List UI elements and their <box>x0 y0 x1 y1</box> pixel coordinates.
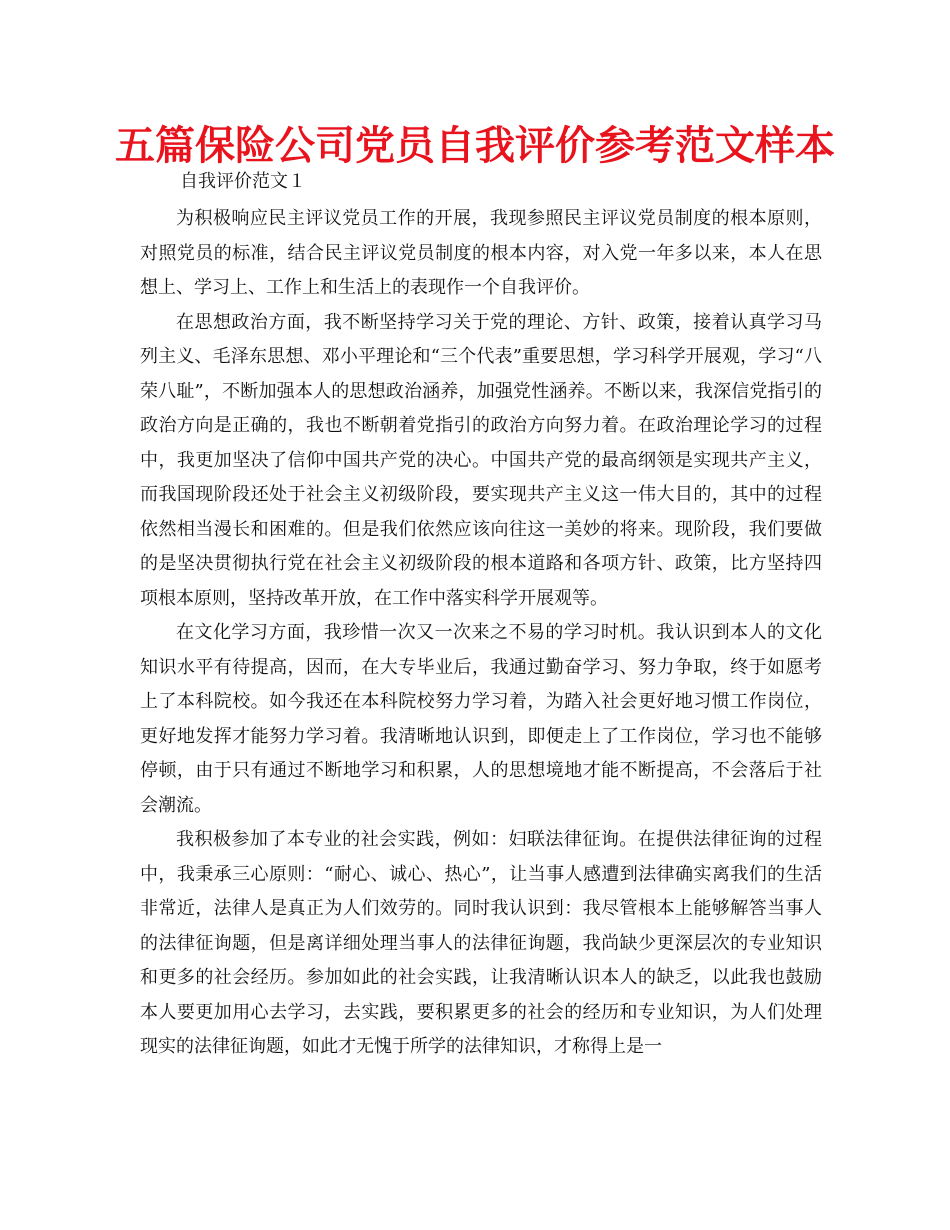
document-body <box>140 202 822 1065</box>
document-subtitle: 自我评价范文１ <box>180 171 306 192</box>
document-title: 五篇保险公司党员自我评价参考范文样本 <box>115 123 835 169</box>
paragraph: 我积极参加了本专业的社会实践，例如：妇联法律征询。在提供法律征询的过程中，我秉承三心原则：“耐心、诚心、热心”，让当事人感遭到法律确实离我们的生活非常近，法律人是真正为人们效劳的。同时我认识到：我尽管根本上能够解答当事人的法律征询题，但是离详细处理当事人的法律征询题，我尚缺少更深层次的专业知识和更多的社会经历。参加如此的社会实践，让我清晰认识本人的缺乏，以此我也鼓励本人要更加用心去学习，去实践，要积累更多的社会的经历和专业知识，为人们处理现实的法律征询题，如此才无愧于所学的法律知识，才称得上是一 <box>140 829 822 1057</box>
paragraph: 为积极响应民主评议党员工作的开展，我现参照民主评议党员制度的根本原则，对照党员的标准，结合民主评议党员制度的根本内容，对入党一年多以来，本人在思想上、学习上、工作上和生活上的表现作一个自我评价。 <box>140 208 822 298</box>
paragraph: 在文化学习方面，我珍惜一次又一次来之不易的学习时机。我认识到本人的文化知识水平有待提高，因而，在大专毕业后，我通过勤奋学习、努力争取，终于如愿考上了本科院校。如今我还在本科院校努力学习着，为踏入社会更好地习惯工作岗位，更好地发挥才能努力学习着。我清晰地认识到，即便走上了工作岗位，学习也不能够停顿，由于只有通过不断地学习和积累，人的思想境地才能不断提高，不会落后于社会潮流。 <box>140 622 822 816</box>
paragraph: 在思想政治方面，我不断坚持学习关于党的理论、方针、政策，接着认真学习马列主义、毛泽东思想、邓小平理论和“三个代表”重要思想，学习科学开展观，学习“八荣八耻”，不断加强本人的思想政治涵养，加强党性涵养。不断以来，我深信党指引的政治方向是正确的，我也不断朝着党指引的政治方向努力着。在政治理论学习的过程中，我更加坚决了信仰中国共产党的决心。中国共产党的最高纲领是实现共产主义，而我国现阶段还处于社会主义初级阶段，要实现共产主义这一伟大目的，其中的过程依然相当漫长和困难的。但是我们依然应该向往这一美妙的将来。现阶段，我们要做的是坚决贯彻执行党在社会主义初级阶段的根本道路和各项方针、政策，比方坚持四项根本原则，坚持改革开放，在工作中落实科学开展观等。 <box>140 311 822 609</box>
